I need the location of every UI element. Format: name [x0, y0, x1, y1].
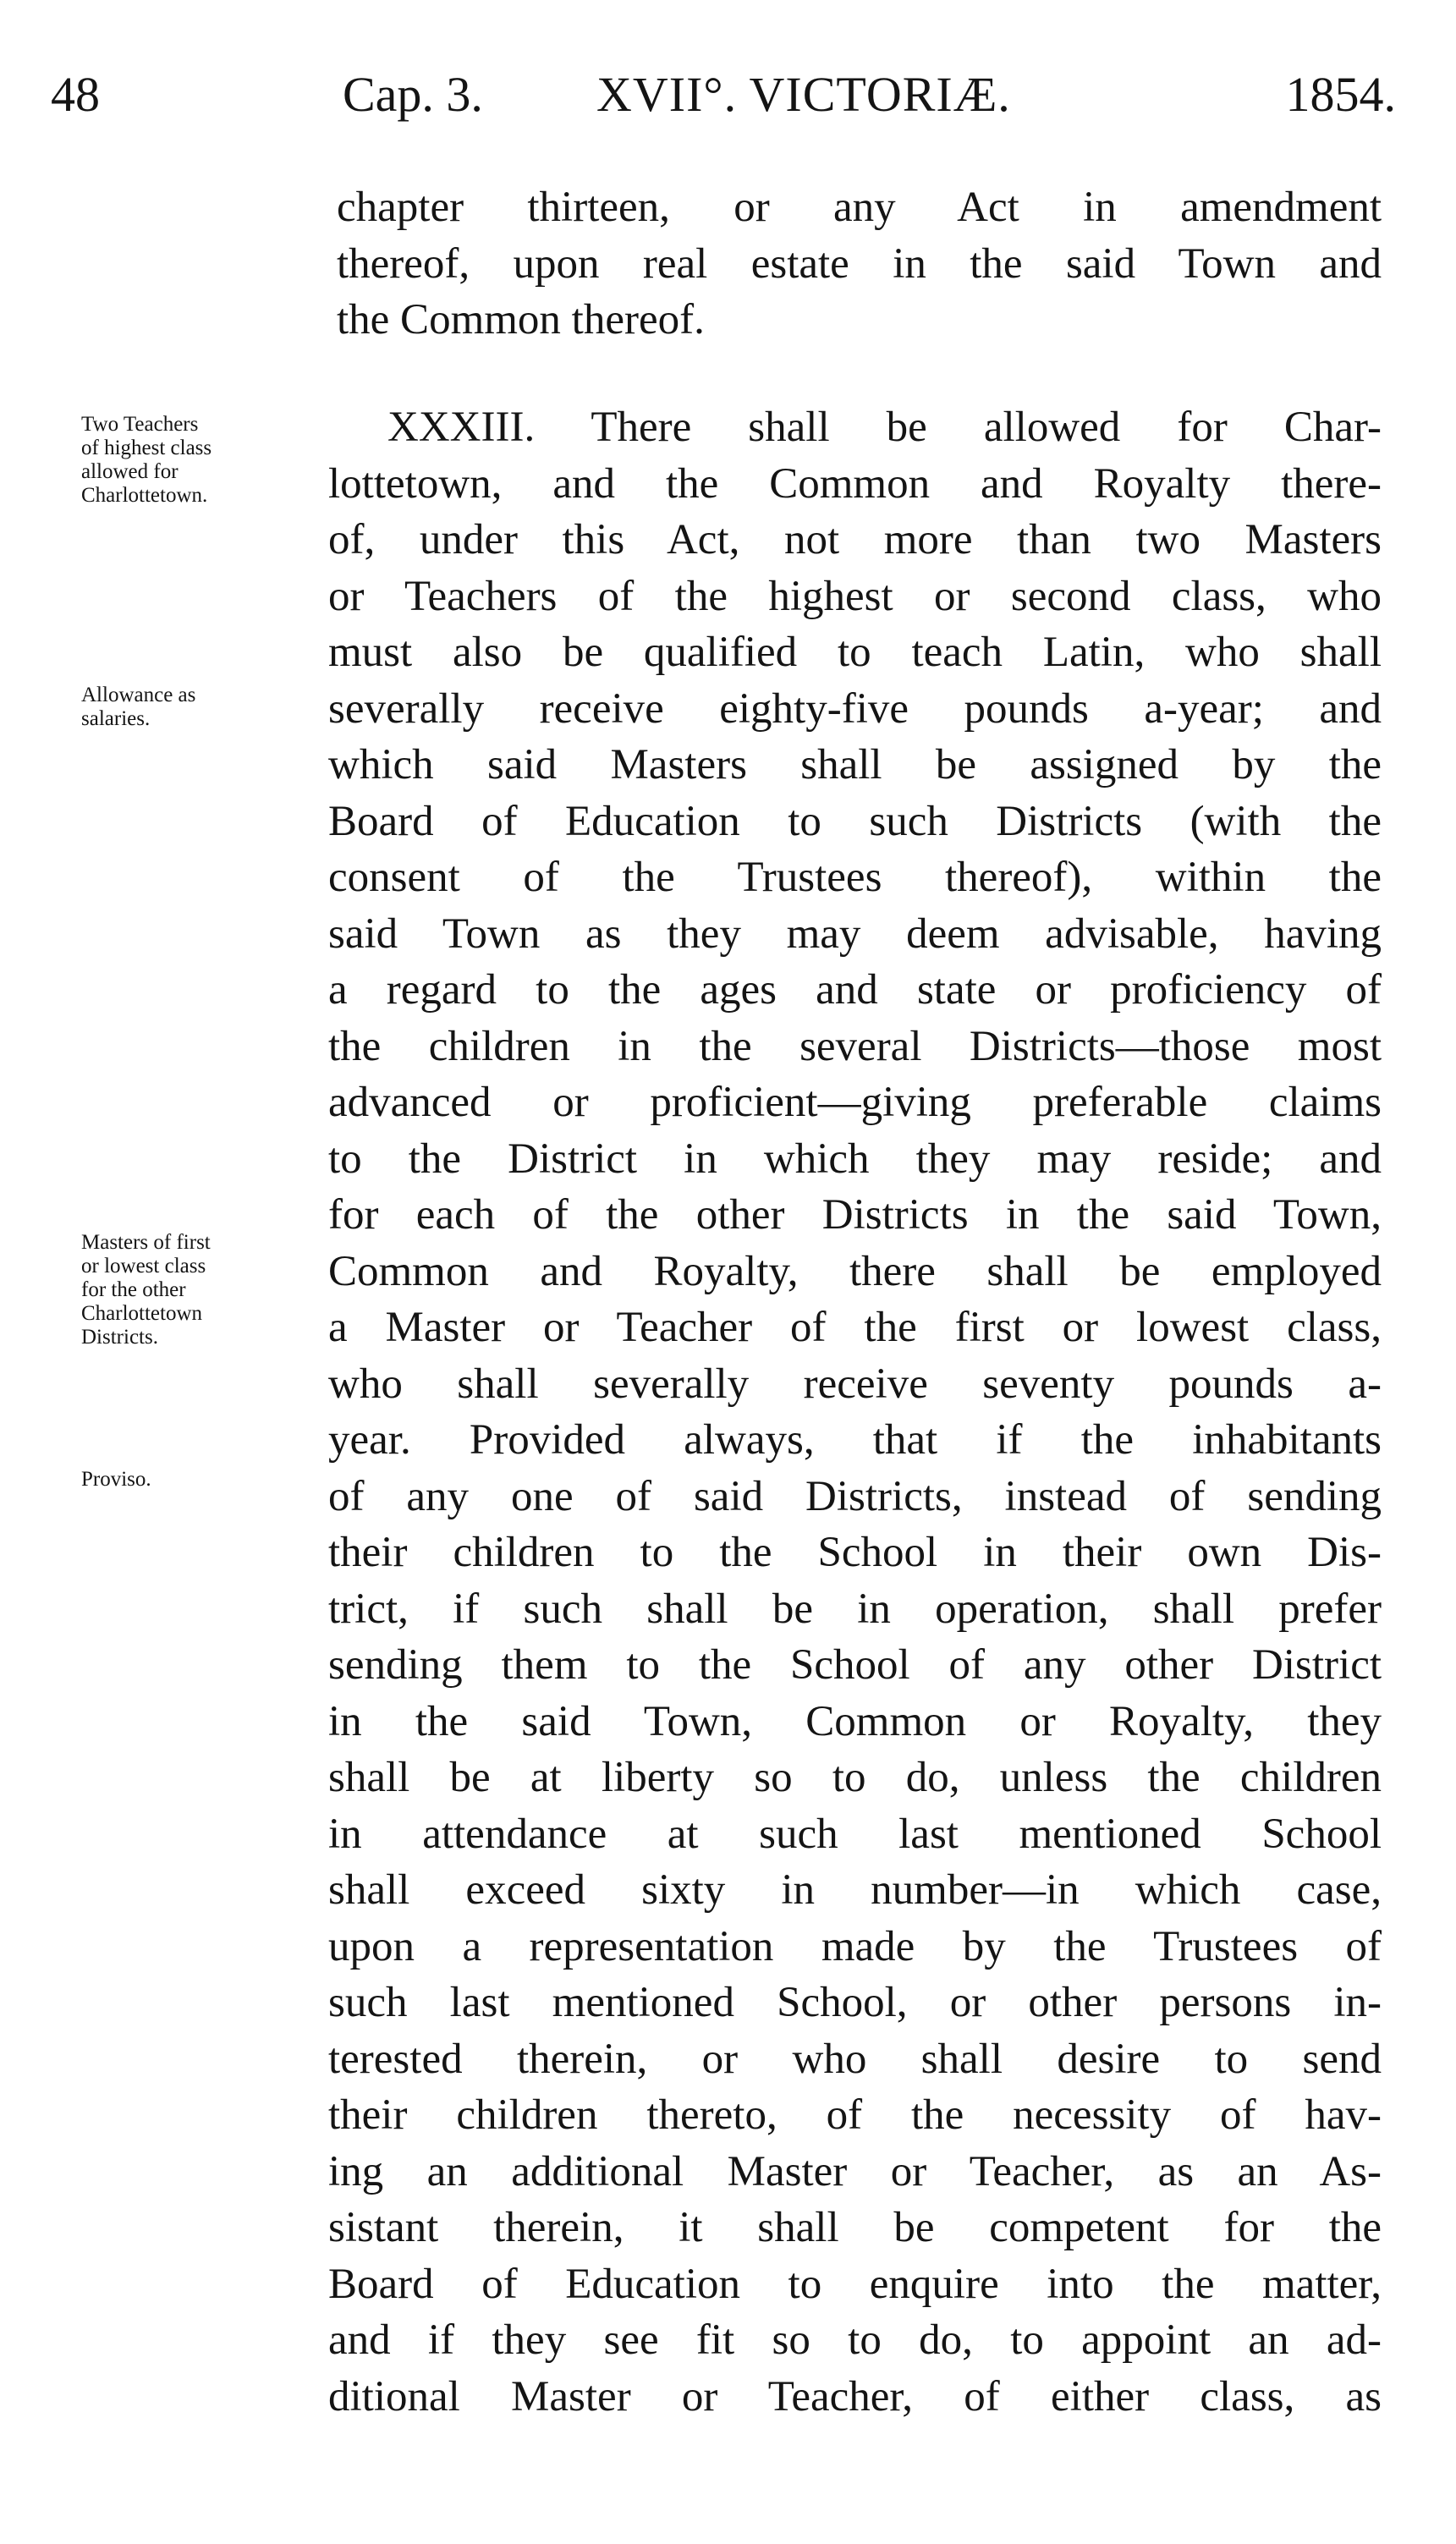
margin-note-line: or lowest class — [81, 1255, 206, 1277]
text-line: the Common thereof. — [337, 296, 705, 343]
text-line: ditional Master or Teacher, of either class, as — [328, 2372, 1382, 2420]
margin-note-line: for the other — [81, 1278, 186, 1301]
text-line: their children thereto, of the necessity of hav- — [328, 2091, 1382, 2139]
text-line: ing an additional Master or Teacher, as an As- — [328, 2147, 1382, 2195]
chapter-label: Cap. 3. — [343, 67, 483, 122]
text-line: advanced or proficient—giving preferable claims — [328, 1079, 1382, 1126]
text-line: or Teachers of the highest or second class, who — [328, 572, 1382, 620]
text-line: shall exceed sixty in number—in which case, — [328, 1866, 1382, 1914]
text-line: their children to the School in their own Dis- — [328, 1529, 1382, 1576]
text-line: consent of the Trustees thereof), within the — [328, 854, 1382, 901]
text-line: upon a representation made by the Trustees of — [328, 1922, 1382, 1970]
text-line: must also be qualified to teach Latin, who shall — [328, 629, 1382, 676]
continued-text — [337, 179, 1382, 349]
margin-note-line: Districts. — [81, 1326, 158, 1349]
text-line: Common and Royalty, there shall be employed — [328, 1247, 1382, 1295]
text-line: who shall severally receive seventy pounds a- — [328, 1360, 1382, 1408]
margin-note-proviso — [81, 1468, 318, 1492]
margin-note-masters — [81, 1231, 318, 1349]
margin-note-line: salaries. — [81, 707, 151, 730]
margin-note-allowance — [81, 684, 318, 731]
text-line: of any one of said Districts, instead of sending — [328, 1472, 1382, 1520]
text-line: of, under this Act, not more than two Masters — [328, 516, 1382, 563]
text-line: lottetown, and the Common and Royalty there- — [328, 459, 1382, 508]
year-label: 1854. — [1285, 67, 1396, 122]
text-line: which said Masters shall be assigned by the — [328, 741, 1382, 788]
margin-note-line: Charlottetown. — [81, 484, 208, 507]
text-line: Board of Education to enquire into the matter, — [328, 2260, 1382, 2308]
text-line: terested therein, or who shall desire to send — [328, 2035, 1382, 2083]
text-line: severally receive eighty-five pounds a-year; and — [328, 684, 1382, 733]
text-line: year. Provided always, that if the inhabitants — [328, 1416, 1382, 1464]
text-line: such last mentioned School, or other persons in- — [328, 1979, 1382, 2026]
text-line: in attendance at such last mentioned School — [328, 1810, 1382, 1858]
margin-note-line: Allowance as — [81, 684, 196, 706]
margin-note-line: Charlottetown — [81, 1302, 203, 1325]
text-line: said Town as they may deem advisable, having — [328, 909, 1382, 958]
margin-note-line: allowed for — [81, 460, 179, 483]
text-line: sistant therein, it shall be competent for the — [328, 2204, 1382, 2251]
reign-label: XVII°. VICTORIÆ. — [596, 67, 1011, 122]
page-number: 48 — [51, 67, 100, 122]
text-line: for each of the other Districts in the said Town, — [328, 1191, 1382, 1239]
text-line: a Master or Teacher of the first or lowest class, — [328, 1304, 1382, 1351]
text-line: sending them to the School of any other District — [328, 1641, 1382, 1689]
section-33-text — [328, 399, 1382, 2425]
text-line: trict, if such shall be in operation, shall prefer — [328, 1585, 1382, 1633]
text-line: the children in the several Districts—those most — [328, 1022, 1382, 1070]
text-line: XXXIII. There shall be allowed for Char- — [387, 404, 1382, 451]
text-line: shall be at liberty so to do, unless the children — [328, 1754, 1382, 1801]
margin-note-line: Masters of first — [81, 1231, 211, 1254]
margin-note-line: of highest class — [81, 437, 212, 459]
margin-note-teachers — [81, 413, 318, 508]
running-header — [51, 61, 1396, 129]
text-line: in the said Town, Common or Royalty, they — [328, 1697, 1382, 1745]
text-line: a regard to the ages and state or proficiency of — [328, 966, 1382, 1014]
margin-note-line: Two Teachers — [81, 413, 199, 436]
text-line: chapter thirteen, or any Act in amendment — [337, 184, 1382, 231]
margin-note-line: Proviso. — [81, 1468, 151, 1491]
text-line: thereof, upon real estate in the said Town and — [337, 239, 1382, 288]
text-line: to the District in which they may reside; and — [328, 1135, 1382, 1183]
text-line: Board of Education to such Districts (with the — [328, 797, 1382, 845]
text-line: and if they see fit so to do, to appoint an ad- — [328, 2316, 1382, 2364]
